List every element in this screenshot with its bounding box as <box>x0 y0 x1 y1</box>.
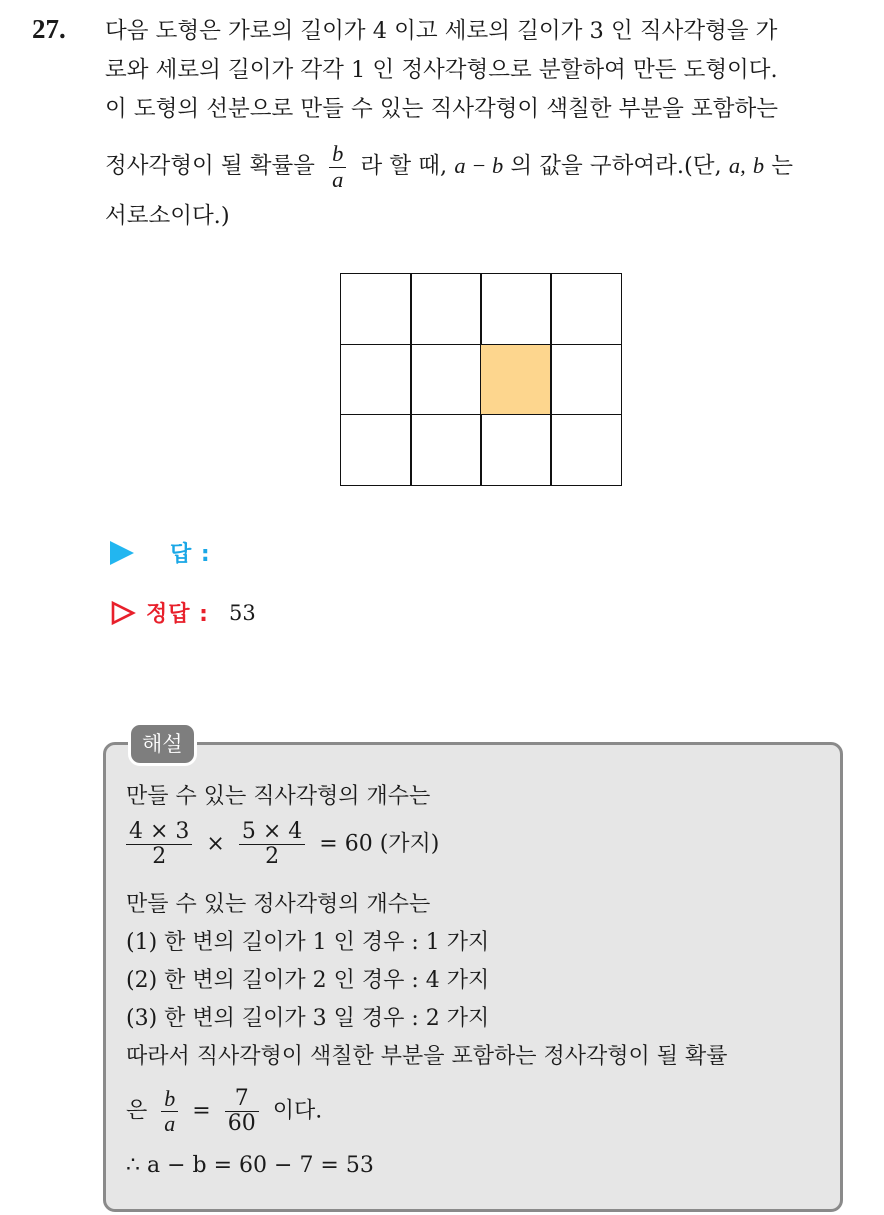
question-line-5: 서로소이다.) <box>105 203 230 229</box>
solution-line-8 <box>126 1087 322 1136</box>
fraction-numerator: b <box>329 142 346 168</box>
solution-line-6: (3) 한 변의 길이가 3 일 경우 : 2 가지 <box>126 1006 490 1031</box>
fraction-denominator: a <box>332 166 344 192</box>
solution-line-2 <box>126 820 439 869</box>
expression-a-minus-b: a − b <box>454 153 504 178</box>
fraction-numerator: 4 × 3 <box>126 820 192 845</box>
probability-fraction <box>329 142 346 192</box>
fraction-numerator: b <box>161 1087 178 1112</box>
variable-a: a, <box>728 153 746 178</box>
outline-triangle-icon <box>110 600 136 626</box>
correct-answer-label: 정답 : <box>146 602 209 627</box>
grid-cell <box>410 414 482 486</box>
fraction-denominator: a <box>164 1111 176 1136</box>
solution-text-is: 은 <box>126 1098 148 1124</box>
fraction-numerator: 7 <box>225 1087 259 1112</box>
correct-answer-value: 53 <box>228 600 256 625</box>
question-line-1: 다음 도형은 가로의 길이가 4 이고 세로의 길이가 3 인 직사각형을 가 <box>105 18 778 44</box>
question-text-let: 라 할 때, <box>360 153 448 179</box>
fraction-denominator: 2 <box>265 844 280 869</box>
fraction-denominator: 2 <box>152 844 167 869</box>
grid-cell <box>340 273 412 345</box>
solution-line-4: (1) 한 변의 길이가 1 인 경우 : 1 가지 <box>126 930 490 955</box>
grid-cell <box>550 414 622 486</box>
question-text-probability: 정사각형이 될 확률을 <box>105 153 315 179</box>
question-line-3: 이 도형의 선분으로 만들 수 있는 직사각형이 색칠한 부분을 포함하는 <box>105 96 778 122</box>
variable-b: b <box>752 153 765 178</box>
grid-cell <box>410 344 482 416</box>
question-number: 27. <box>32 14 66 44</box>
fraction-numerator: 5 × 4 <box>239 820 305 845</box>
rectangle-grid-figure <box>340 273 622 486</box>
fraction-7-over-60 <box>225 1087 259 1136</box>
play-triangle-icon <box>110 541 134 565</box>
grid-cell <box>550 273 622 345</box>
grid-cell <box>340 414 412 486</box>
grid-cell <box>410 273 482 345</box>
times-sign: × <box>206 831 225 857</box>
grid-cell <box>550 344 622 416</box>
answer-label: 답 : <box>170 542 211 567</box>
grid-cell <box>480 273 552 345</box>
fraction-rect-cols <box>239 820 305 869</box>
answer-row <box>110 537 211 568</box>
solution-line-3: 만들 수 있는 정사각형의 개수는 <box>126 892 431 917</box>
solution-tag: 해설 <box>128 722 197 766</box>
fraction-rect-rows <box>126 820 192 869</box>
correct-answer-row <box>110 597 256 628</box>
grid-cell <box>340 344 412 416</box>
fraction-b-over-a <box>161 1087 178 1136</box>
equals-sign: = <box>192 1098 211 1124</box>
solution-line-1: 만들 수 있는 직사각형의 개수는 <box>126 784 431 809</box>
grid-cell <box>480 414 552 486</box>
fraction-denominator: 60 <box>227 1111 256 1136</box>
solution-line-9: ∴ a − b = 60 − 7 = 53 <box>126 1153 374 1178</box>
question-line-4 <box>105 142 793 192</box>
question-text-find: 의 값을 구하여라.(단, <box>510 153 722 179</box>
solution-text-end: 이다. <box>272 1098 323 1124</box>
solution-line-5: (2) 한 변의 길이가 2 인 경우 : 4 가지 <box>126 968 490 993</box>
shaded-grid-cell <box>480 344 552 416</box>
solution-line-7: 따라서 직사각형이 색칠한 부분을 포함하는 정사각형이 될 확률 <box>126 1044 728 1069</box>
rectangle-count-result: = 60 (가지) <box>319 831 440 857</box>
question-line-2: 로와 세로의 길이가 각각 1 인 정사각형으로 분할하여 만든 도형이다. <box>105 57 778 83</box>
question-text-particle: 는 <box>771 153 794 179</box>
